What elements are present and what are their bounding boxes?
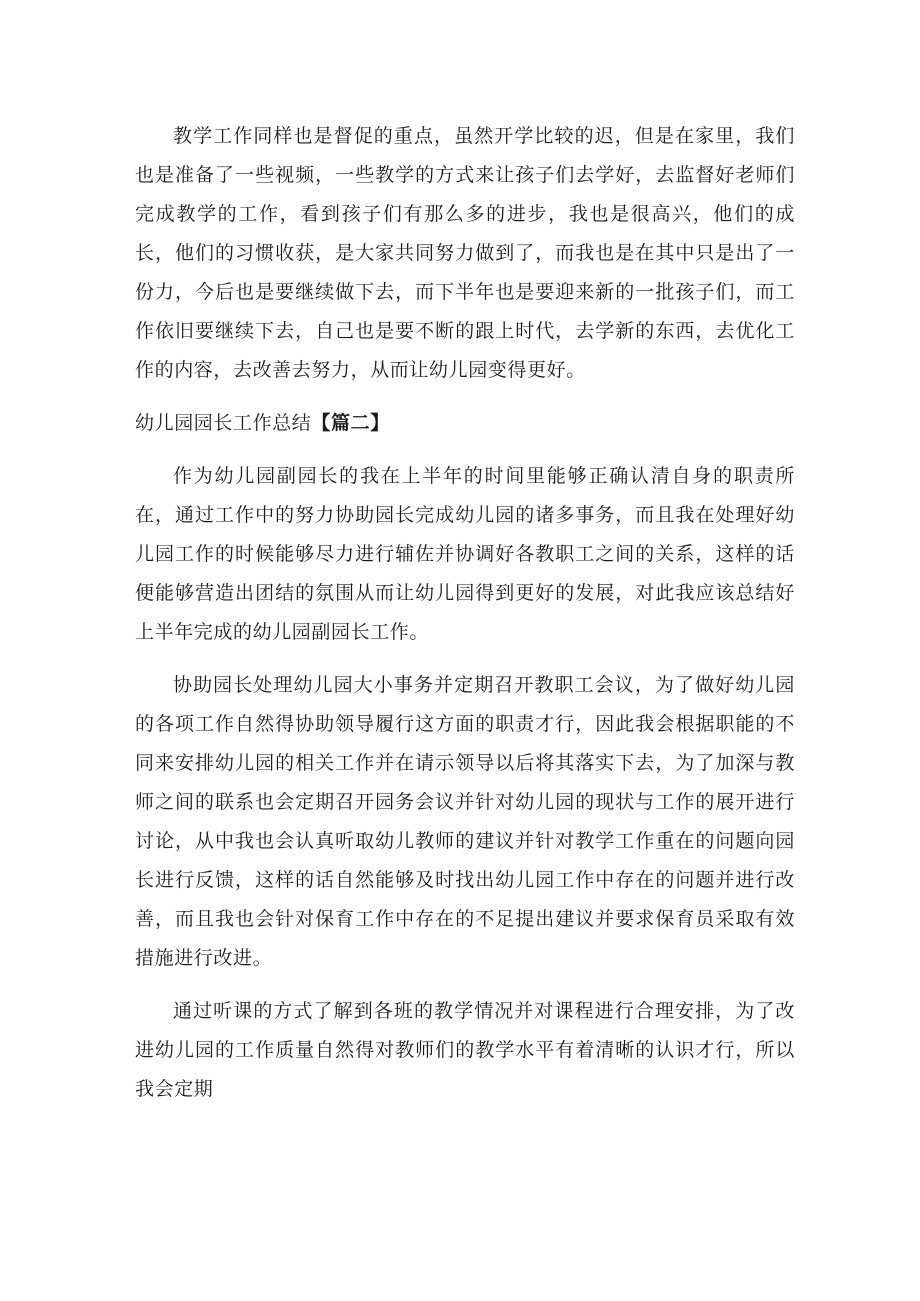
section-heading xyxy=(135,404,795,443)
body-paragraph: 协助园长处理幼儿园大小事务并定期召开教职工会议，为了做好幼儿园的各项工作自然得协助领导履行这方面的职责才行，因此我会根据职能的不同来安排幼儿园的相关工作并在请示领导以后将其落实下去，为了加深与教师之间的联系也会定期召开园务会议并针对幼儿园的现状与工作的展开进行讨论，从中我也会认真听取幼儿教师的建议并针对教学工作重在的问题向园长进行反馈，这样的话自然能够及时找出幼儿园工作中存在的问题并进行改善，而且我也会针对保育工作中存在的不足提出建议并要求保育员采取有效措施进行改进。 xyxy=(135,674,795,969)
body-paragraph: 通过听课的方式了解到各班的教学情况并对课程进行合理安排，为了改进幼儿园的工作质量自然得对教师们的教学水平有着清晰的认识才行，所以我会定期 xyxy=(135,1000,795,1100)
document-body xyxy=(135,117,795,1123)
body-paragraph: 作为幼儿园副园长的我在上半年的时间里能够正确认清自身的职责所在，通过工作中的努力协助园长完成幼儿园的诸多事务，而且我在处理好幼儿园工作的时候能够尽力进行辅佐并协调好各教职工之间的关系，这样的话便能够营造出团结的氛围从而让幼儿园得到更好的发展，对此我应该总结好上半年完成的幼儿园副园长工作。 xyxy=(135,465,795,643)
section-heading-tag: 【篇二】 xyxy=(311,412,390,434)
body-paragraph: 教学工作同样也是督促的重点，虽然开学比较的迟，但是在家里，我们也是准备了一些视频，一些教学的方式来让孩子们去学好，去监督好老师们完成教学的工作，看到孩子们有那么多的进步，我也是很高兴，他们的成长，他们的习惯收获，是大家共同努力做到了，而我也是在其中只是出了一份力，今后也是要继续做下去，而下半年也是要迎来新的一批孩子们，而工作依旧要继续下去，自己也是要不断的跟上时代，去学新的东西，去优化工作的内容，去改善去努力，从而让幼儿园变得更好。 xyxy=(135,125,795,381)
section-heading-text: 幼儿园园长工作总结 xyxy=(135,412,312,434)
